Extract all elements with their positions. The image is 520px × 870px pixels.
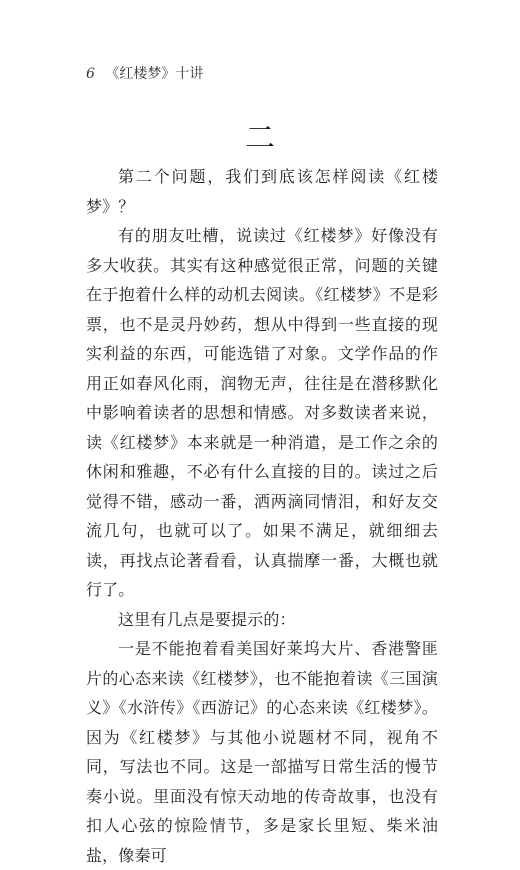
book-title: 《红楼梦》十讲 (105, 66, 204, 82)
body-text (86, 162, 438, 870)
section-heading: 二 (245, 121, 275, 156)
paragraph: 第二个问题，我们到底该怎样阅读《红楼梦》？ (86, 167, 438, 216)
page-number: 6 (86, 66, 95, 82)
paragraph: 有的朋友吐槽，说读过《红楼梦》好像没有多大收获。其实有这种感觉很正常，问题的关键在于抱着什么样的动机去阅读。《红楼梦》不是彩票，也不是灵丹妙药，想从中得到一些直接的现实利益的东西，可能选错了对象。文学作品的作用正如春风化雨，润物无声，往往是在潜移默化中影响着读者的思想和情感。对多数读者来说，读《红楼梦》本来就是一种消遣，是工作之余的休闲和雅趣，不必有什么直接的目的。读过之后觉得不错，感动一番，洒两滴同情泪，和好友交流几句，也就可以了。如果不满足，就细细去读，再找点论著看看，认真揣摩一番，大概也就行了。 (86, 226, 438, 599)
running-head (86, 64, 203, 84)
paragraph: 这里有几点是要提示的： (118, 609, 296, 629)
paragraph: 一是不能抱着看美国好莱坞大片、香港警匪片的心态来读《红楼梦》，也不能抱着读《三国演义》《水浒传》《西游记》的心态来读《红楼梦》。因为《红楼梦》与其他小说题材不同，视角不同，写法也不同。这是一部描写日常生活的慢节奏小说。里面没有惊天动地的传奇故事，也没有扣人心弦的惊险情节，多是家长里短、柴米油盐，像秦可 (86, 639, 438, 865)
